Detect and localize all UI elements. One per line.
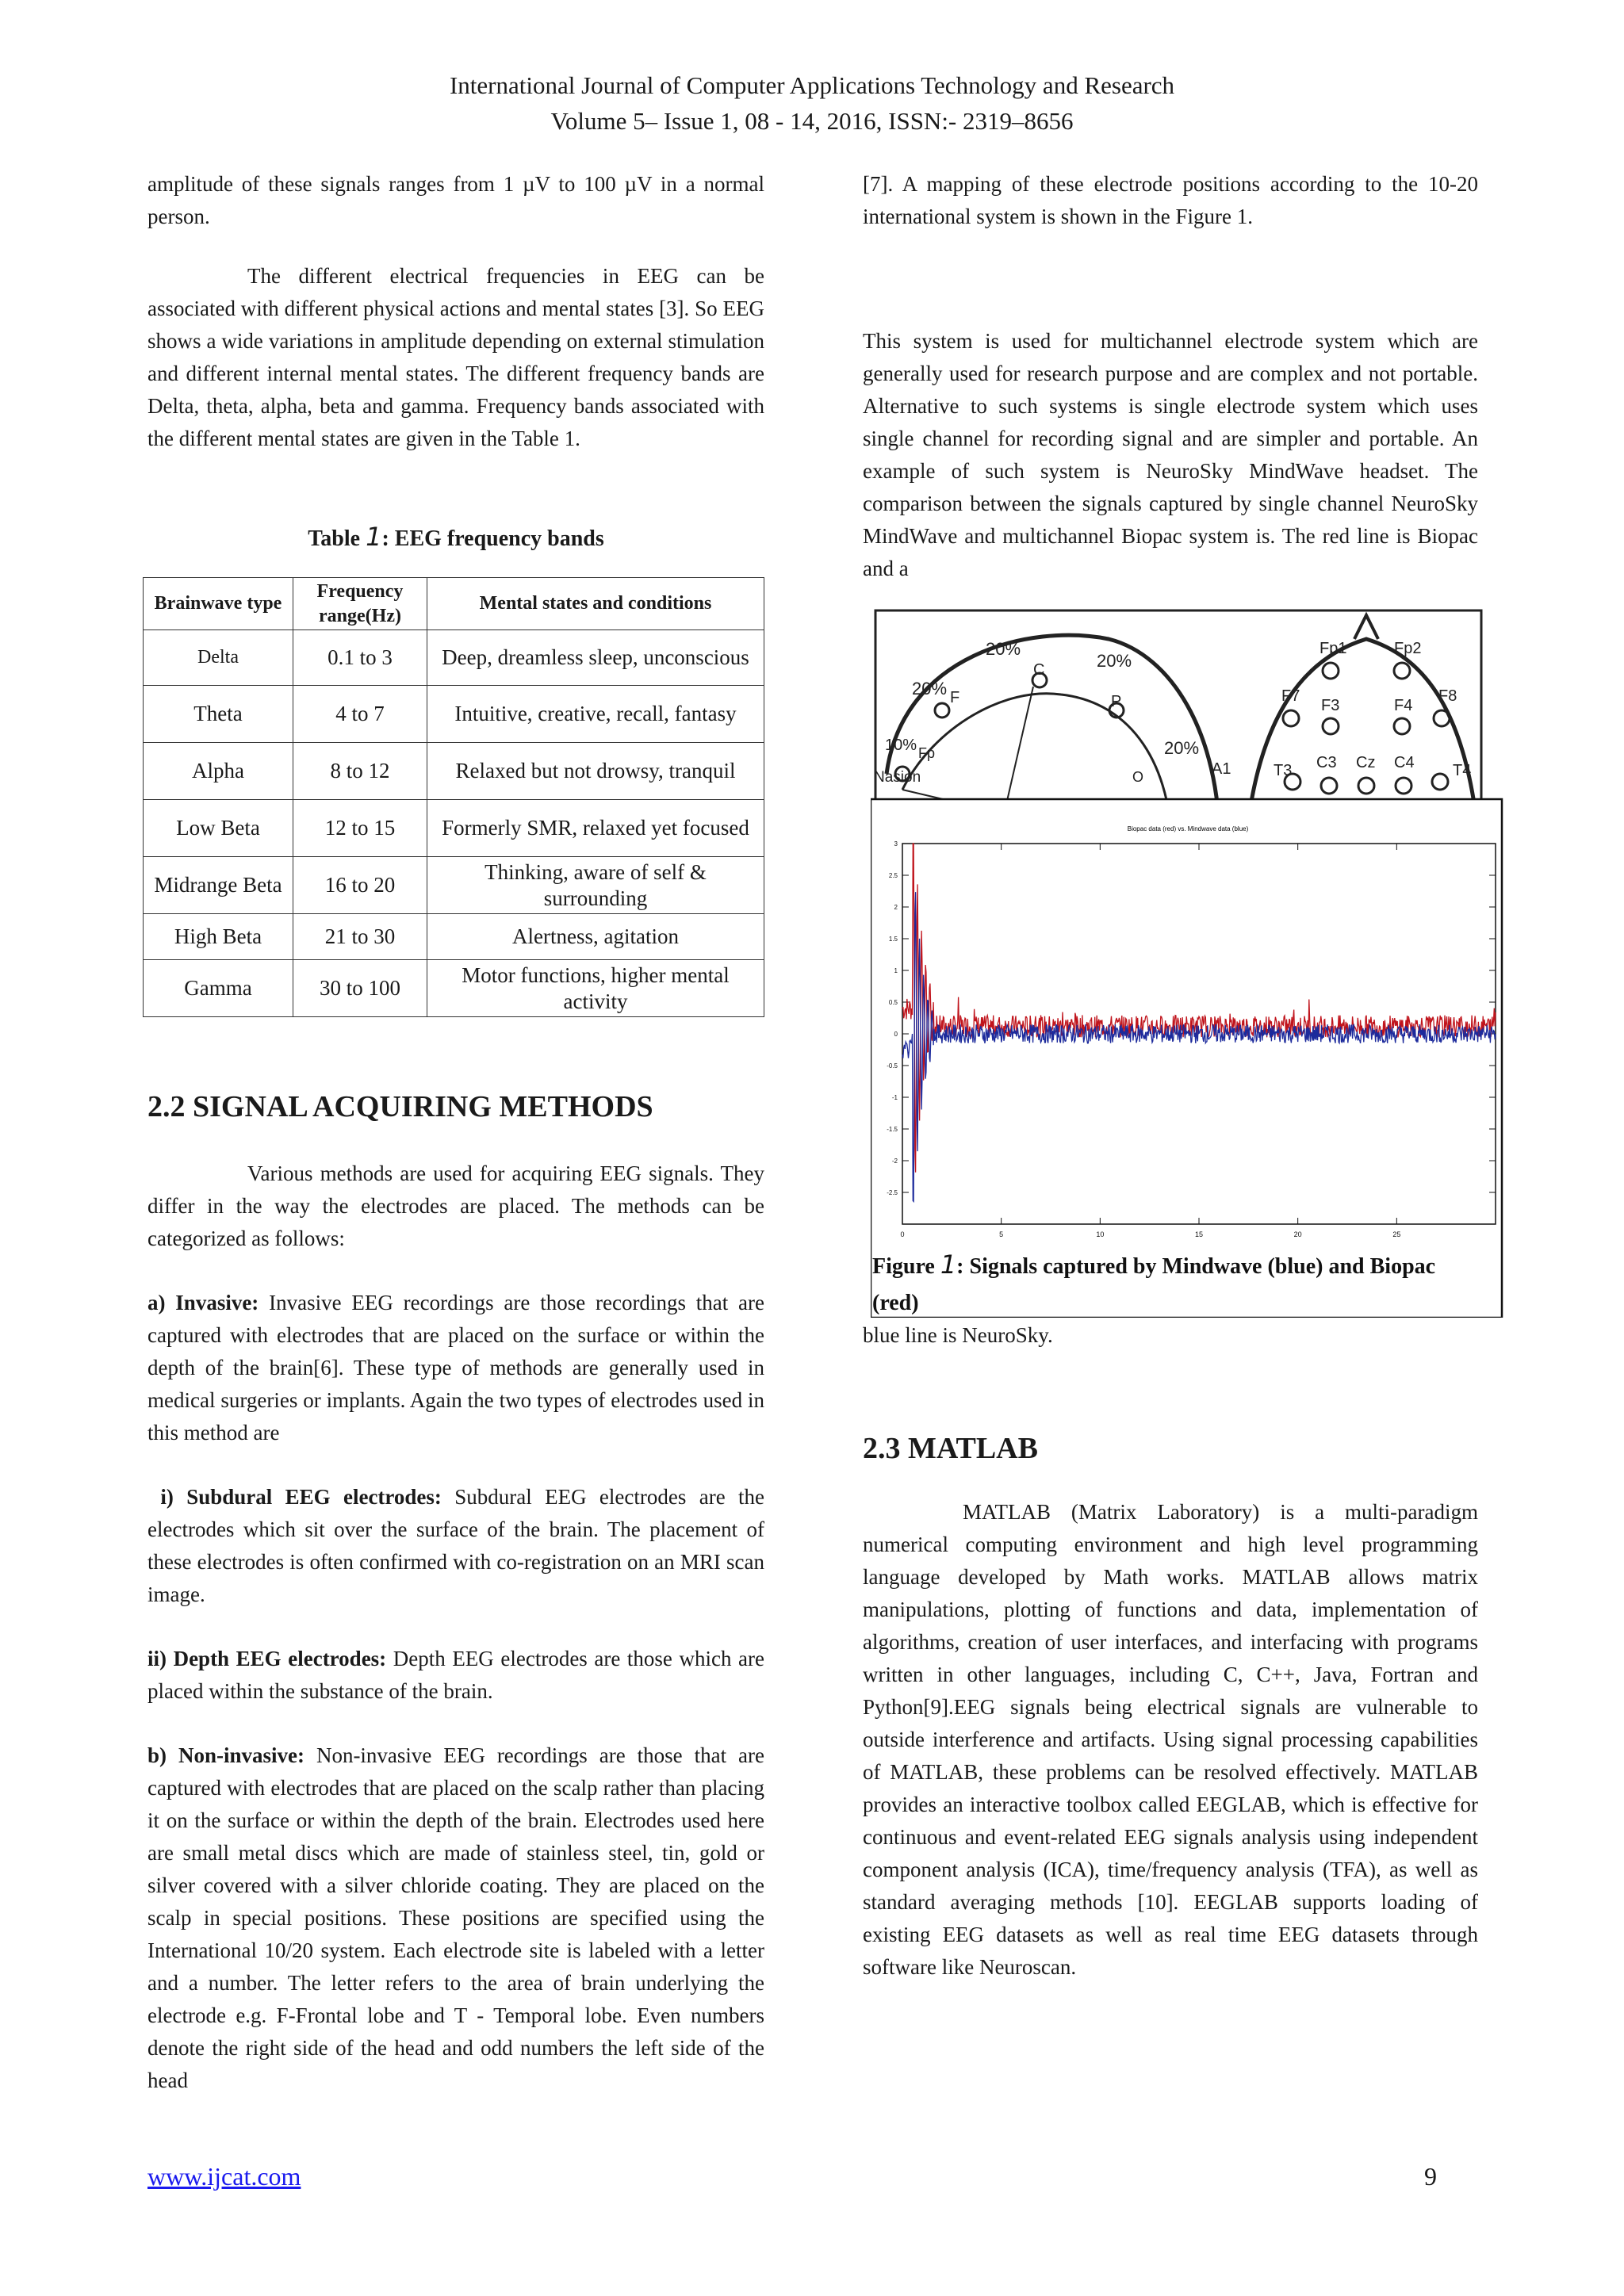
left-paragraph-2: The different electrical frequencies in EEG can be associated with different physical actions and mental states [3]. So EEG shows a wide variations in amplitude depending on external stimulation and different internal mental states. The different frequency bands are Delta, theta, alpha, beta and gamma. Frequency bands associated with the different mental states are given in the Table 1. (147, 264, 764, 450)
electrode-label: C4 (1394, 754, 1415, 771)
electrode-label: T3 (1274, 762, 1293, 779)
section-heading-2-3: 2.3 MATLAB (863, 1432, 1038, 1465)
non-invasive-paragraph: b) Non-invasive: Non-invasive EEG recordings are those that are captured with electrodes that are placed on the scalp rather than placing it on the surface or within the depth of the brain. Electrodes used here are small metal discs which are made of stainless steel, tin, gold or silver covered with a silver chloride coating. They are placed on the scalp in special positions. These positions are specified using the International 10/20 system. Each electrode site is labeled with a letter and a number. The letter refers to the area of brain underlying the electrode e.g. F-Frontal lobe and T - Temporal lobe. Even numbers denote the right side of the head and odd numbers the left side of the head (147, 1743, 765, 2092)
y-tick-label: 2 (894, 904, 898, 911)
x-tick-label: 10 (1096, 1230, 1105, 1238)
y-tick-label: 0 (894, 1031, 898, 1038)
electrode-label: Fp1 (1320, 640, 1347, 657)
y-tick-label: 1.5 (888, 936, 898, 943)
table-caption: Table 1: EEG frequency bands (308, 522, 604, 552)
y-tick-label: 1 (894, 967, 898, 974)
th-frequency: Frequency range(Hz) (293, 578, 427, 630)
electrode-label: Fp2 (1394, 640, 1422, 657)
y-tick-label: 2.5 (888, 872, 898, 879)
table-row: Low Beta 12 to 15 Formerly SMR, relaxed yet focused (144, 800, 764, 857)
figure-1 (871, 607, 1624, 1318)
pct-label: 20% (986, 639, 1021, 659)
frequency-table (143, 577, 764, 1017)
x-tick-label: 0 (900, 1230, 905, 1238)
right-paragraph-4: MATLAB (Matrix Laboratory) is a multi-paradigm numerical computing environment and high level programming language developed by Math works. MATLAB allows matrix manipulations, plotting of functions and data, implementation of algorithms, creation of user interfaces, and interfacing with programs written in other languages, including C, C++, Java, Fortran and Python[9].EEG signals being electrical signals are vulnerable to outside interference and artifacts. Using signal processing capabilities of MATLAB, these problems can be resolved effectively. MATLAB provides an interactive toolbox called EEGLAB, which is effective for continuous and event-related EEG signals analysis using independent component analysis (ICA), time/frequency analysis (TFA), as well as standard averaging methods [10]. EEGLAB supports loading of existing EEG datasets as well as real time EEG datasets through software like Neuroscan. (863, 1500, 1478, 1979)
y-tick-label: -1.5 (887, 1126, 898, 1133)
electrode-label: F4 (1394, 697, 1413, 714)
right-paragraph-3: blue line is NeuroSky. (863, 1323, 1053, 1347)
x-tick-label: 5 (999, 1230, 1004, 1238)
left-paragraph-3: Various methods are used for acquiring EEG signals. They differ in the way the electrodes are placed. The methods can be categorized as follows: (147, 1161, 764, 1250)
right-paragraph-1: [7]. A mapping of these electrode positions according to the 10-20 international system is shown in the Figure 1. (863, 172, 1478, 228)
y-tick-label: -1 (891, 1094, 898, 1101)
table-row: Delta 0.1 to 3 Deep, dreamless sleep, unconscious (144, 630, 764, 686)
electrode-label: Fp (918, 745, 936, 761)
pct-label: 20% (1097, 651, 1132, 671)
electrode-label: A1 (1212, 760, 1231, 778)
electrode-label: F3 (1321, 697, 1340, 714)
x-tick-label: 15 (1194, 1230, 1204, 1238)
electrode-label: Cz (1356, 754, 1376, 771)
electrode-label: T4 (1453, 762, 1472, 779)
electrode-label: P (1111, 693, 1122, 710)
figure-1-svg (871, 607, 1624, 1318)
pct-label: 20% (912, 679, 948, 698)
plot-frame (871, 799, 1502, 1318)
table-row: High Beta 21 to 30 Alertness, agitation (144, 914, 764, 960)
electrode-label: O (1132, 769, 1144, 785)
electrode-label: C (1033, 661, 1045, 679)
plot-title: Biopac data (red) vs. Mindwave data (blue) (1127, 825, 1249, 832)
pct-label: 10% (885, 737, 917, 754)
table-row: Midrange Beta 16 to 20 Thinking, aware of self & surrounding (144, 857, 764, 914)
right-column (863, 168, 1478, 585)
x-tick-label: 20 (1293, 1230, 1302, 1238)
electrode-label: F7 (1281, 687, 1300, 705)
figure-caption-line2: (red) (872, 1291, 919, 1315)
y-tick-label: 0.5 (888, 999, 898, 1006)
figure-caption-line1: Figure 1: Signals captured by Mindwave (blue) and Biopac (872, 1249, 1436, 1280)
th-brainwave: Brainwave type (144, 578, 293, 630)
section-heading-2-2: 2.2 SIGNAL ACQUIRING METHODS (147, 1090, 653, 1123)
journal-volume: Volume 5– Issue 1, 08 - 14, 2016, ISSN:- 2319–8656 (550, 107, 1074, 135)
left-column-lower (147, 1088, 764, 2097)
x-tick-label: 25 (1392, 1230, 1401, 1238)
electrode-label: F (950, 689, 960, 706)
subdural-paragraph: i) Subdural EEG electrodes: Subdural EEG electrodes are the electrodes which sit over the surface of the brain. The placement of these electrodes is often confirmed with co-registration on an MRI scan image. (147, 1485, 765, 1606)
th-mental-states: Mental states and conditions (427, 578, 764, 630)
left-column (147, 168, 764, 455)
electrode-label: F8 (1438, 687, 1457, 705)
invasive-paragraph: a) Invasive: Invasive EEG recordings are those recordings that are captured with electrodes that are placed on the surface or within the depth of the brain[6]. These type of methods are generally used in medical surgeries or implants. Again the two types of electrodes used in this method are (147, 1291, 764, 1445)
table-row: Gamma 30 to 100 Motor functions, higher mental activity (144, 960, 764, 1017)
right-paragraph-2: This system is used for multichannel electrode system which are generally used for research purpose and are complex and not portable. Alternative to such systems is single electrode system which uses single channel for recording signal and are simpler and portable. An example of such system is NeuroSky MindWave headset. The comparison between the signals captured by single channel NeuroSky MindWave and multichannel Biopac system is. The red line is Biopac and a (863, 329, 1478, 580)
left-paragraph-1: amplitude of these signals ranges from 1 µV to 100 µV in a normal person. (147, 172, 764, 228)
nasion-label: Nasion (874, 769, 921, 786)
journal-title: International Journal of Computer Applications Technology and Research (449, 71, 1175, 99)
y-tick-label: -2 (891, 1158, 898, 1165)
y-tick-label: -2.5 (887, 1189, 898, 1196)
y-tick-label: -0.5 (887, 1062, 898, 1070)
pct-label: 20% (1164, 738, 1200, 758)
table-row: Theta 4 to 7 Intuitive, creative, recall, fantasy (144, 686, 764, 743)
page-number: 9 (1424, 2162, 1437, 2191)
electrode-label: C3 (1316, 754, 1337, 771)
table-row: Alpha 8 to 12 Relaxed but not drowsy, tranquil (144, 743, 764, 800)
y-tick-label: 3 (894, 840, 898, 848)
journal-website-link[interactable]: www.ijcat.com (147, 2162, 301, 2191)
right-column-lower (863, 1319, 1478, 1984)
depth-paragraph: ii) Depth EEG electrodes: Depth EEG electrodes are those which are placed within the substance of the brain. (147, 1647, 764, 1703)
